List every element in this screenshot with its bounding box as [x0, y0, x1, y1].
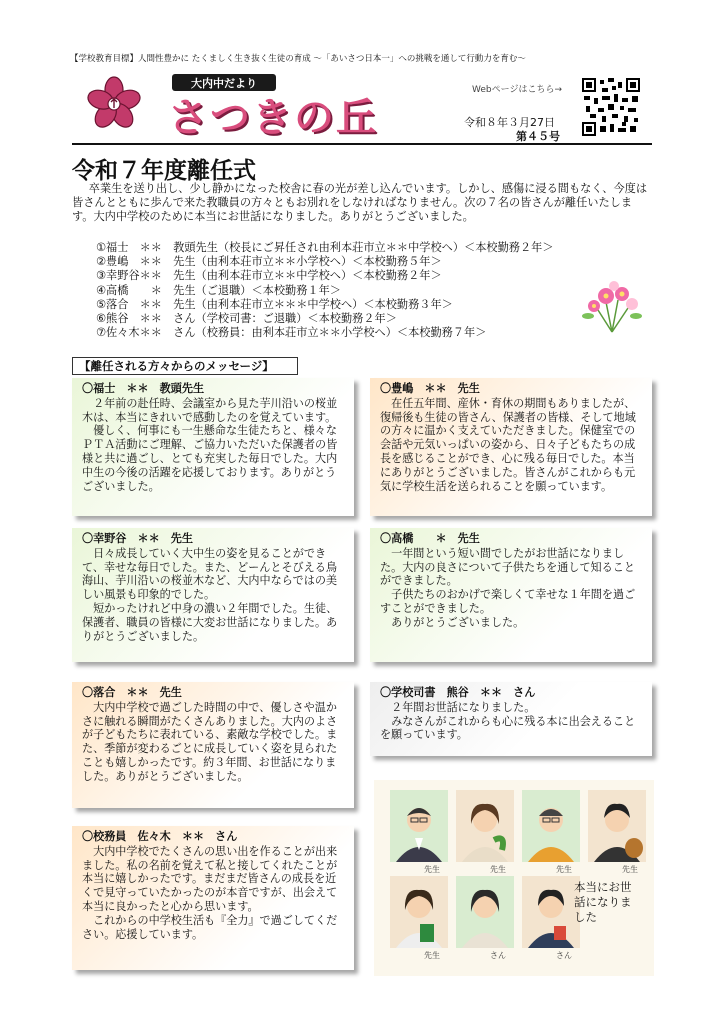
card-title: 〇幸野谷 ＊＊ 先生 — [82, 532, 193, 545]
person-label: 先生 — [556, 865, 572, 874]
message-card — [72, 682, 354, 808]
thanks-message: 本当にお世話になりました — [574, 880, 632, 924]
card-text: みなさんがこれからも心に残る本に出会えることを願っています。 — [380, 714, 636, 742]
person-illustration-icon — [390, 876, 448, 948]
issue-number: 第４５号 — [516, 130, 560, 143]
card-title: 〇学校司書 熊谷 ＊＊ さん — [380, 686, 536, 699]
message-card — [72, 826, 354, 970]
card-text: 大内中学校で過ごした時間の中で、優しさや温かさに触れる瞬間がたくさんありました。大内のよさが子どもたちに表れている、素敵な学校でした。また、季節が変わるごとに成長していく姿を見られたことも嬉しかったです。約３年間、お世話になりました。ありがとうございました。 — [82, 700, 338, 783]
list-item: ③幸野谷＊＊ 先生（由利本荘市立＊＊中学校へ）＜本校勤務２年＞ — [96, 269, 442, 283]
newsletter-masthead: さつきの丘 — [168, 94, 378, 141]
message-card — [370, 528, 652, 662]
message-card — [72, 378, 354, 516]
staff-illustration — [374, 780, 654, 976]
card-text: 一年間という短い間でしたがお世話になりました。大内の良さについて子供たちを通して知ることができました。 — [380, 546, 635, 588]
article-intro: 卒業生を送り出し、少し静かになった校舎に春の光が差し込んでいます。しかし、感傷に浸る間もなく、今度は皆さんとともに歩んで来た教職員の方々ともお別れをしなければなりません。次の７名の皆さんが離任いたします。大内中学校のために本当にお世話になりました。ありがとうございました。 — [72, 182, 648, 224]
message-card — [370, 378, 652, 516]
newsletter-tagline: 大内中だより — [172, 74, 276, 91]
card-text: これからの中学校生活も『全力』で過ごしてください。応援しています。 — [82, 913, 338, 941]
card-text: 優しく、何事にも一生懸命な生徒たちと、様々なＰＴＡ活動にご理解、ご協力いただいた保護者の皆様と共に過ごし、とても充実した毎日でした。大内中生の今後の活躍を応援しております。ありがとうございました。 — [82, 424, 338, 493]
person-label: さん — [556, 951, 572, 960]
card-text: 在任五年間、産休・育休の期間もありましたが、復帰後も生徒の皆さん、保護者の皆様、そして地域の方々に温かく支えていただきました。保健室での会話や元気いっぱいの姿から、日々子どもたちの成長を感じることができ、心に残る毎日でした。本当にありがとうございました。皆さんがこれからも元気に学校生活を送られることを願っています。 — [380, 396, 636, 493]
person-illustration-icon — [456, 790, 514, 862]
school-emblem-icon — [86, 74, 142, 130]
card-text: ２年前の赴任時、会議室から見た芋川沿いの桜並木は、本当にきれいで感動したのを覚えています。 — [82, 396, 338, 424]
article-title: 令和７年度離任式 — [72, 157, 256, 184]
person-label: 先生 — [424, 865, 440, 874]
list-item: ④高橋 ＊ 先生（ご退職）＜本校勤務１年＞ — [96, 283, 341, 297]
message-card — [72, 528, 354, 662]
card-text: ありがとうございました。 — [391, 615, 525, 629]
card-title: 〇高橋 ＊ 先生 — [380, 532, 480, 545]
card-title: 〇校務員 佐々木 ＊＊ さん — [82, 830, 238, 843]
card-text: 日々成長していく大中生の姿を見ることができて、幸せな毎日でした。また、どーんとそびえる鳥海山、芋川沿いの桜並木など、大内中ならではの美しい風景も印象的でした。 — [82, 546, 338, 602]
person-illustration-icon — [390, 790, 448, 862]
card-title: 〇福士 ＊＊ 教頭先生 — [82, 382, 205, 395]
list-item: ②豊嶋 ＊＊ 先生（由利本荘市立＊＊小学校へ）＜本校勤務５年＞ — [96, 255, 442, 269]
list-item: ⑤落合 ＊＊ 先生（由利本荘市立＊＊＊中学校へ）＜本校勤務３年＞ — [96, 297, 453, 311]
school-goal: 【学校教育目標】人間性豊かに たくましく生き抜く生徒の育成 ～「あいさつ日本一」への挑戦を通して行動力を育む～ — [70, 54, 526, 64]
message-card — [370, 682, 652, 756]
card-text: ２年間お世話になりました。 — [391, 700, 536, 714]
card-text: 子供たちのおかげで楽しくて幸せな１年間を過ごすことができました。 — [380, 588, 636, 615]
card-title: 〇豊嶋 ＊＊ 先生 — [380, 382, 480, 395]
person-label: さん — [490, 951, 506, 960]
card-text: 大内中学校でたくさんの思い出を作ることが出来ました。私の名前を覚えて私と接してくれたことが本当に嬉しかったです。まだまだ皆さんの成長を近くで見守っていたかったのが本音ですが、出会えて本当に良かったと心から思います。 — [82, 844, 338, 913]
issue-date: 令和８年３月27日 — [464, 116, 555, 129]
person-illustration-icon — [456, 876, 514, 948]
list-item: ⑥熊谷 ＊＊ さん（学校司書：ご退職）＜本校勤務２年＞ — [96, 312, 397, 326]
departing-staff-list — [96, 241, 656, 340]
web-page-link[interactable]: Webページはこちら→ — [472, 85, 562, 95]
person-label: 先生 — [490, 865, 506, 874]
card-text: 短かったけれど中身の濃い２年間でした。生徒、保護者、職員の皆様に大変お世話になりました。ありがとうございました。 — [82, 601, 338, 643]
person-illustration-icon — [522, 876, 580, 948]
list-item: ①福士 ＊＊ 教頭先生（校長にご昇任され由利本荘市立＊＊中学校へ）＜本校勤務２年＞ — [96, 241, 554, 254]
person-label: 先生 — [424, 951, 440, 960]
flower-bouquet-icon — [576, 272, 648, 334]
person-illustration-icon — [522, 790, 580, 862]
person-label: 先生 — [622, 865, 638, 874]
qr-code-icon[interactable] — [582, 78, 640, 136]
list-item: ⑦佐々木＊＊ さん（校務員：由利本荘市立＊＊小学校へ）＜本校勤務７年＞ — [96, 326, 487, 340]
messages-heading: 【離任される方々からのメッセージ】 — [72, 357, 298, 375]
header-divider — [72, 143, 652, 145]
person-illustration-icon — [588, 790, 646, 862]
newsletter-header — [72, 70, 652, 142]
card-title: 〇落合 ＊＊ 先生 — [82, 686, 182, 699]
